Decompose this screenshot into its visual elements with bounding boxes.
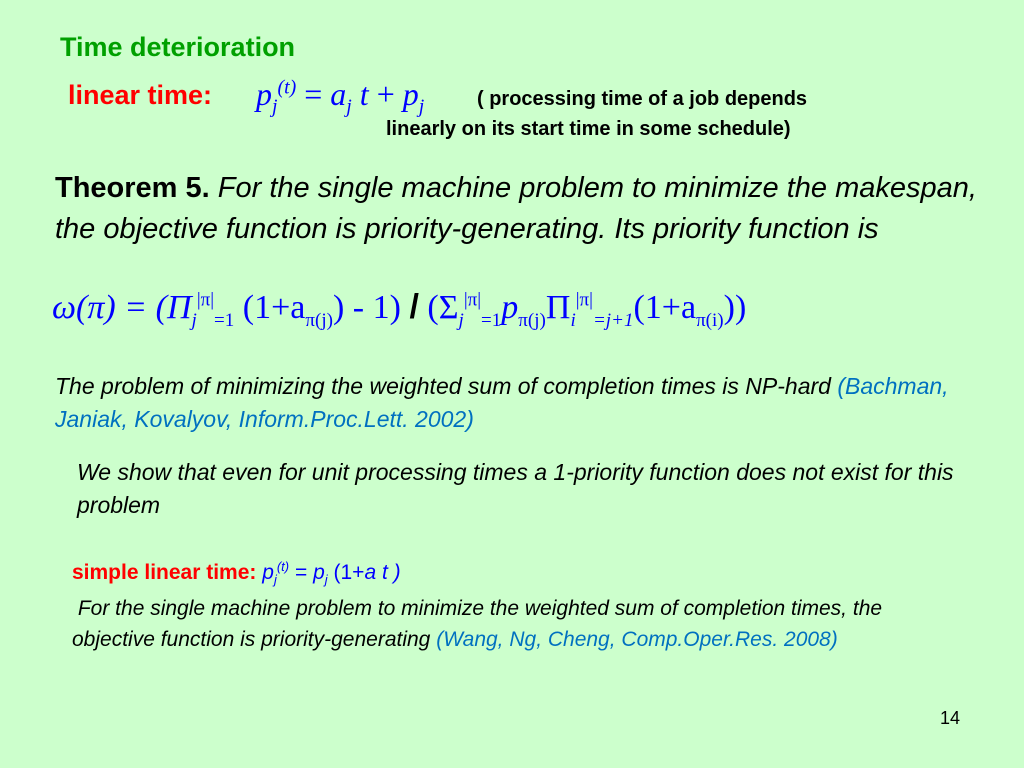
formula-sub: j: [272, 95, 278, 118]
pf-i: i: [570, 309, 576, 331]
formula-a-sub: j: [346, 95, 352, 118]
sf-eq: =: [289, 561, 314, 584]
sf-p2-sub: j: [324, 572, 328, 588]
pf-part1: (1+a: [234, 289, 306, 326]
pf-eq1: =1: [214, 309, 235, 331]
formula-sup: (t): [277, 76, 297, 99]
linear-time-formula: [256, 76, 425, 118]
sf-p: p: [262, 561, 274, 584]
pf-abs-pi-1: |π|: [196, 289, 215, 311]
page-number: 14: [940, 708, 961, 728]
priority-function-formula: [52, 288, 747, 331]
slide-title: Time deterioration: [60, 32, 296, 62]
np-hard-text: The problem of minimizing the weighted sum of completion times is NP-hard: [55, 373, 831, 399]
sf-open: (1+: [327, 561, 365, 584]
pf-j2: j: [458, 309, 464, 331]
theorem-lead: Theorem 5.: [55, 172, 210, 204]
simple-linear-line: [72, 559, 401, 588]
sf-p-sup: (t): [276, 559, 290, 574]
sf-p2: p: [313, 561, 325, 584]
formula-var: p: [256, 76, 272, 112]
pf-part2: ) - 1): [332, 289, 410, 326]
pf-abs-pi-3: |π|: [575, 289, 593, 311]
pf-pij-2: π(j): [518, 309, 546, 331]
pf-abs-pi-2: |π|: [463, 289, 482, 311]
wang-reference: (Wang, Ng, Cheng, Comp.Oper.Res. 2008): [436, 628, 838, 651]
pf-eq3: =j+1: [592, 309, 634, 331]
sf-t: t ): [376, 561, 401, 584]
sf-p-sub: j: [273, 572, 277, 588]
pf-pij-1: π(j): [305, 309, 333, 331]
linear-time-note-line2: linearly on its start time in some schedule): [386, 118, 791, 140]
pf-part3: (Σ: [418, 289, 459, 326]
theorem-body: For the single machine problem to minimize the makespan, the objective function is priority-generating. Its priority function is: [55, 172, 977, 245]
pf-pii: π(i): [696, 309, 724, 331]
np-hard-paragraph: [55, 370, 985, 436]
linear-time-label: linear time:: [68, 80, 213, 110]
pf-p: p: [501, 289, 519, 326]
simple-linear-label: simple linear time:: [72, 561, 257, 584]
pf-omega: ω(π) = (Π: [52, 289, 192, 326]
formula-p-sub: j: [418, 95, 425, 118]
unit-processing-paragraph: We show that even for unit processing times a 1-priority function does not exist for this problem: [77, 459, 954, 518]
formula-p: p: [402, 76, 419, 112]
sf-a: a: [364, 561, 377, 584]
simple-linear-formula: [262, 559, 401, 588]
formula-eq: =: [304, 76, 323, 112]
pf-prod2: Π: [545, 289, 571, 326]
pf-slash: /: [409, 288, 419, 326]
pf-j1: j: [191, 309, 197, 331]
pf-close: )): [723, 289, 747, 326]
theorem-paragraph: [55, 168, 985, 250]
pf-part4: (1+a: [633, 289, 697, 326]
formula-a: a: [330, 76, 347, 112]
wang-text: For the single machine problem to minimize the weighted sum of completion times, the objective function is priority-generating: [72, 597, 883, 651]
linear-time-note-line1: ( processing time of a job depends: [477, 88, 808, 110]
formula-plus: +: [376, 76, 395, 112]
np-hard-reference: (Bachman, Janiak, Kovalyov, Inform.Proc.Lett. 2002): [55, 373, 949, 432]
pf-eq2: =1: [481, 309, 502, 331]
formula-t: t: [359, 76, 369, 112]
wang-paragraph: [72, 593, 952, 655]
